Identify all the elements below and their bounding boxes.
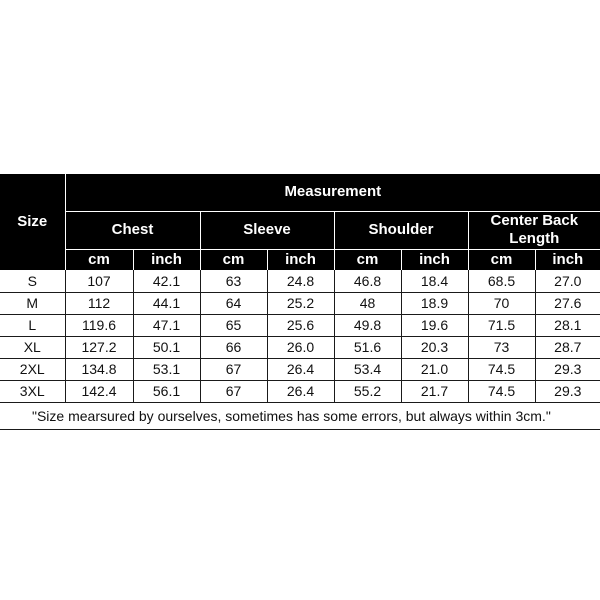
unit-header: cm <box>334 249 401 270</box>
table-cell: 74.5 <box>468 358 535 380</box>
table-cell: 18.4 <box>401 270 468 292</box>
table-cell: 127.2 <box>65 336 133 358</box>
table-cell: 19.6 <box>401 314 468 336</box>
note-row <box>0 402 600 429</box>
table-cell: 74.5 <box>468 380 535 402</box>
table-row <box>0 270 600 292</box>
header-row-groups <box>0 211 600 249</box>
table-cell: 26.0 <box>267 336 334 358</box>
size-note: "Size mearsured by ourselves, sometimes has some errors, but always within 3cm." <box>0 402 600 429</box>
header-row-units <box>0 249 600 270</box>
measurement-header: Measurement <box>65 174 600 211</box>
table-header <box>0 174 600 270</box>
table-cell: 28.7 <box>535 336 600 358</box>
table-row <box>0 314 600 336</box>
table-cell: 50.1 <box>133 336 200 358</box>
table-cell: 107 <box>65 270 133 292</box>
chest-header: Chest <box>65 211 200 249</box>
table-cell: 24.8 <box>267 270 334 292</box>
table-body <box>0 270 600 429</box>
table-cell: 66 <box>200 336 267 358</box>
header-row-measurement <box>0 174 600 211</box>
size-cell: S <box>0 270 65 292</box>
size-header: Size <box>0 174 65 270</box>
table-cell: 47.1 <box>133 314 200 336</box>
table-cell: 42.1 <box>133 270 200 292</box>
sleeve-header: Sleeve <box>200 211 334 249</box>
table-cell: 63 <box>200 270 267 292</box>
table-cell: 51.6 <box>334 336 401 358</box>
table-cell: 119.6 <box>65 314 133 336</box>
table-cell: 26.4 <box>267 358 334 380</box>
table-cell: 67 <box>200 358 267 380</box>
size-cell: 3XL <box>0 380 65 402</box>
table-row <box>0 336 600 358</box>
table-cell: 18.9 <box>401 292 468 314</box>
table-cell: 73 <box>468 336 535 358</box>
table-cell: 70 <box>468 292 535 314</box>
table-cell: 142.4 <box>65 380 133 402</box>
table-cell: 68.5 <box>468 270 535 292</box>
size-cell: M <box>0 292 65 314</box>
table-cell: 71.5 <box>468 314 535 336</box>
table-cell: 21.0 <box>401 358 468 380</box>
shoulder-header: Shoulder <box>334 211 468 249</box>
size-cell: 2XL <box>0 358 65 380</box>
table-cell: 27.6 <box>535 292 600 314</box>
table-cell: 29.3 <box>535 380 600 402</box>
table-cell: 65 <box>200 314 267 336</box>
table-cell: 53.4 <box>334 358 401 380</box>
table-cell: 25.2 <box>267 292 334 314</box>
table-row <box>0 292 600 314</box>
table-cell: 28.1 <box>535 314 600 336</box>
table-cell: 27.0 <box>535 270 600 292</box>
unit-header: inch <box>267 249 334 270</box>
table-cell: 21.7 <box>401 380 468 402</box>
size-cell: L <box>0 314 65 336</box>
size-table <box>0 174 600 430</box>
unit-header: cm <box>65 249 133 270</box>
table-row <box>0 380 600 402</box>
table-cell: 29.3 <box>535 358 600 380</box>
unit-header: inch <box>535 249 600 270</box>
table-cell: 44.1 <box>133 292 200 314</box>
table-cell: 112 <box>65 292 133 314</box>
size-cell: XL <box>0 336 65 358</box>
table-cell: 64 <box>200 292 267 314</box>
table-cell: 26.4 <box>267 380 334 402</box>
table-cell: 20.3 <box>401 336 468 358</box>
table-cell: 55.2 <box>334 380 401 402</box>
center-back-length-header: Center Back Length <box>468 211 600 249</box>
unit-header: cm <box>200 249 267 270</box>
table-cell: 49.8 <box>334 314 401 336</box>
size-chart <box>0 174 600 430</box>
table-cell: 53.1 <box>133 358 200 380</box>
table-cell: 48 <box>334 292 401 314</box>
unit-header: cm <box>468 249 535 270</box>
table-row <box>0 358 600 380</box>
table-cell: 46.8 <box>334 270 401 292</box>
table-cell: 56.1 <box>133 380 200 402</box>
table-cell: 25.6 <box>267 314 334 336</box>
table-cell: 134.8 <box>65 358 133 380</box>
unit-header: inch <box>133 249 200 270</box>
table-cell: 67 <box>200 380 267 402</box>
unit-header: inch <box>401 249 468 270</box>
